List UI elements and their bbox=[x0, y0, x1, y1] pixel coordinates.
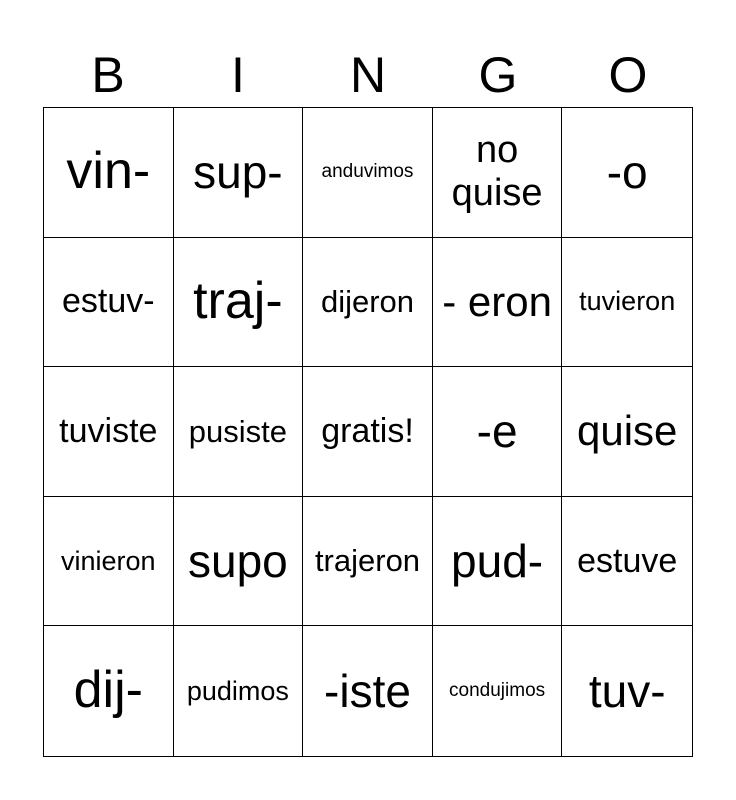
bingo-cell[interactable]: pudimos bbox=[174, 626, 304, 756]
bingo-cell[interactable]: quise bbox=[562, 367, 692, 497]
bingo-cell[interactable]: vinieron bbox=[44, 497, 174, 627]
bingo-cell[interactable]: tuviste bbox=[44, 367, 174, 497]
header-letter-b: B bbox=[91, 47, 125, 103]
bingo-cell[interactable]: tuv- bbox=[588, 664, 666, 717]
bingo-cell[interactable]: estuv- bbox=[44, 238, 174, 368]
bingo-cell[interactable]: pusiste bbox=[174, 367, 304, 497]
bingo-header bbox=[43, 44, 693, 106]
header-letter-o: O bbox=[608, 47, 648, 103]
bingo-cell[interactable]: supo bbox=[174, 497, 304, 627]
bingo-cell[interactable]: no quise bbox=[433, 108, 563, 238]
bingo-cell[interactable]: dij- bbox=[44, 626, 174, 756]
header-letter-n: N bbox=[349, 47, 387, 103]
bingo-cell[interactable]: traj- bbox=[174, 238, 304, 368]
header-letter-i: I bbox=[231, 47, 245, 103]
bingo-cell[interactable]: trajeron bbox=[303, 497, 433, 627]
bingo-cell[interactable]: pud- bbox=[433, 497, 563, 627]
bingo-cell[interactable]: - eron bbox=[433, 238, 563, 368]
bingo-cell[interactable]: -e bbox=[433, 367, 563, 497]
bingo-cell[interactable]: anduvimos bbox=[303, 108, 433, 238]
bingo-cell[interactable]: estuve bbox=[562, 497, 692, 627]
bingo-cell[interactable]: dijeron bbox=[303, 238, 433, 368]
bingo-cell[interactable]: sup- bbox=[174, 108, 304, 238]
bingo-cell[interactable]: tuvieron bbox=[562, 238, 692, 368]
bingo-cell[interactable]: -o bbox=[562, 108, 692, 238]
bingo-cell[interactable]: vin- bbox=[44, 108, 174, 238]
bingo-cell[interactable]: condujimos bbox=[433, 626, 563, 756]
bingo-cell[interactable]: gratis! bbox=[303, 367, 433, 497]
bingo-board bbox=[43, 107, 693, 757]
bingo-cell[interactable]: -iste bbox=[303, 626, 433, 756]
header-letter-g: G bbox=[478, 47, 518, 103]
